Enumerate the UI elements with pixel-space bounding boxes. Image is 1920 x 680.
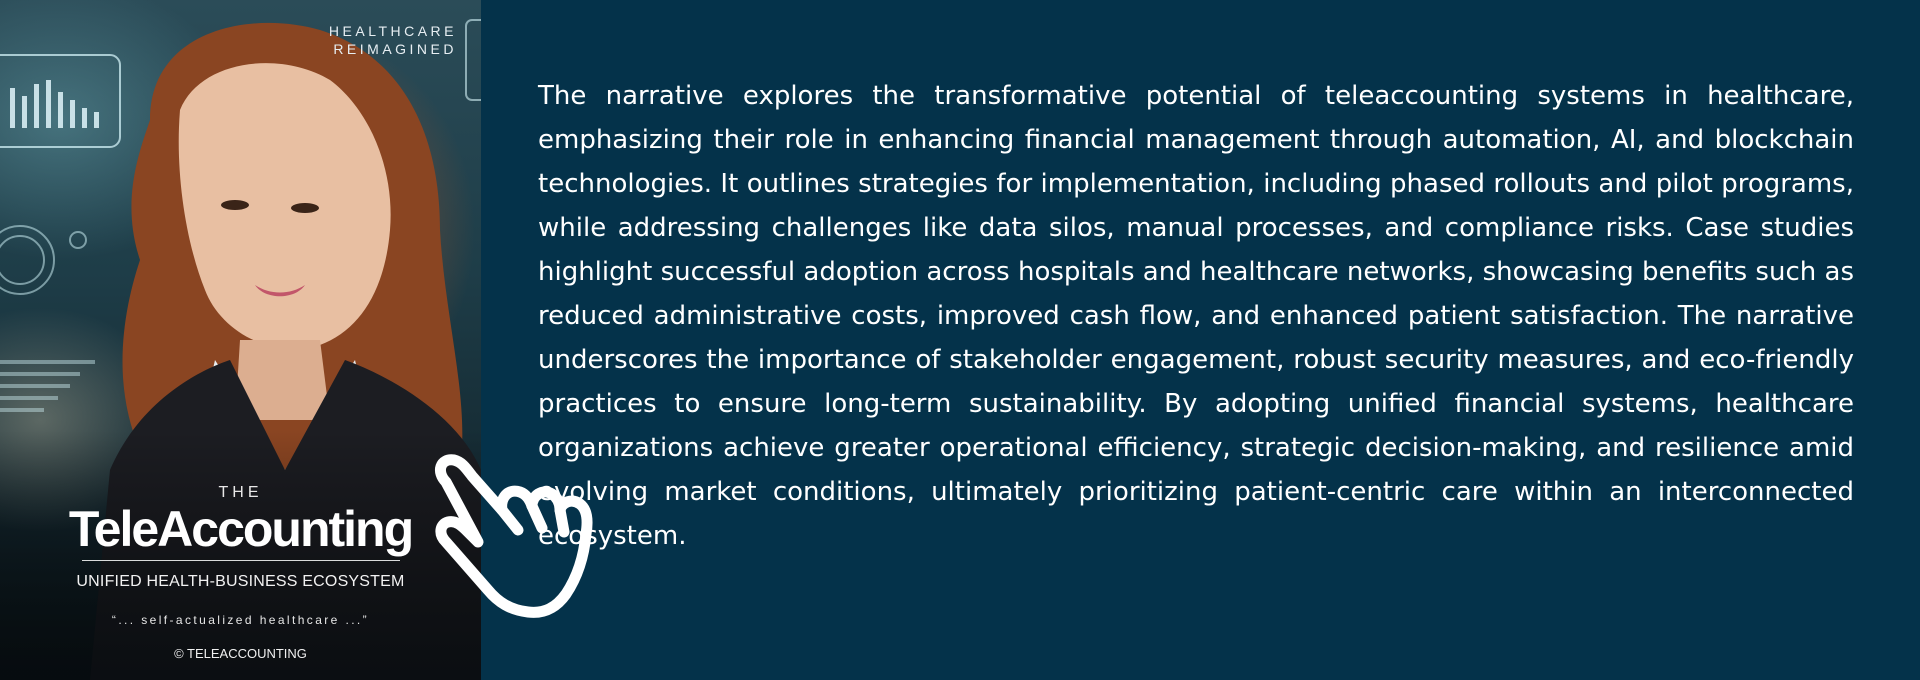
cover-copyright: © TELEACCOUNTING xyxy=(174,646,307,661)
hologram-panel-icon xyxy=(466,20,481,100)
hand-pointer-icon xyxy=(418,446,598,626)
cover-subtitle: UNIFIED HEALTH-BUSINESS ECOSYSTEM xyxy=(76,573,405,590)
book-description: The narrative explores the transformative potential of teleaccounting systems in healthcare, emphasizing their role in enhancing financial management through automation, AI, and blockchain technologies. It outlines strategies for implementation, including phased rollouts and pilot programs, while addressing challenges like data silos, manual processes, and compliance risks. Case studies highlight successful adoption across hospitals and healthcare networks, showcasing benefits such as reduced administrative costs, improved cash flow, and enhanced patient satisfaction. The narrative underscores the importance of stakeholder engagement, robust security measures, and eco-friendly practices to ensure long-term sustainability. By adopting unified financial systems, healthcare organizations achieve greater operational efficiency, strategic decision-making, and resilience amid evolving market conditions, ultimately prioritizing patient-centric care within an interconnected ecosystem. xyxy=(538,81,1854,551)
cover-title-prefix: THE xyxy=(218,484,263,501)
cover-tagline: HEALTHCARE REIMAGINED xyxy=(328,23,457,57)
hologram-bar-chart-icon xyxy=(0,55,120,147)
hologram-gauge-icon xyxy=(0,226,86,294)
cover-quote: “... self-actualized healthcare ...” xyxy=(111,613,370,627)
title-divider xyxy=(82,560,400,561)
hologram-lines-icon xyxy=(0,360,95,412)
book-cover[interactable] xyxy=(0,0,481,680)
cover-title: TeleAccounting xyxy=(68,501,413,557)
